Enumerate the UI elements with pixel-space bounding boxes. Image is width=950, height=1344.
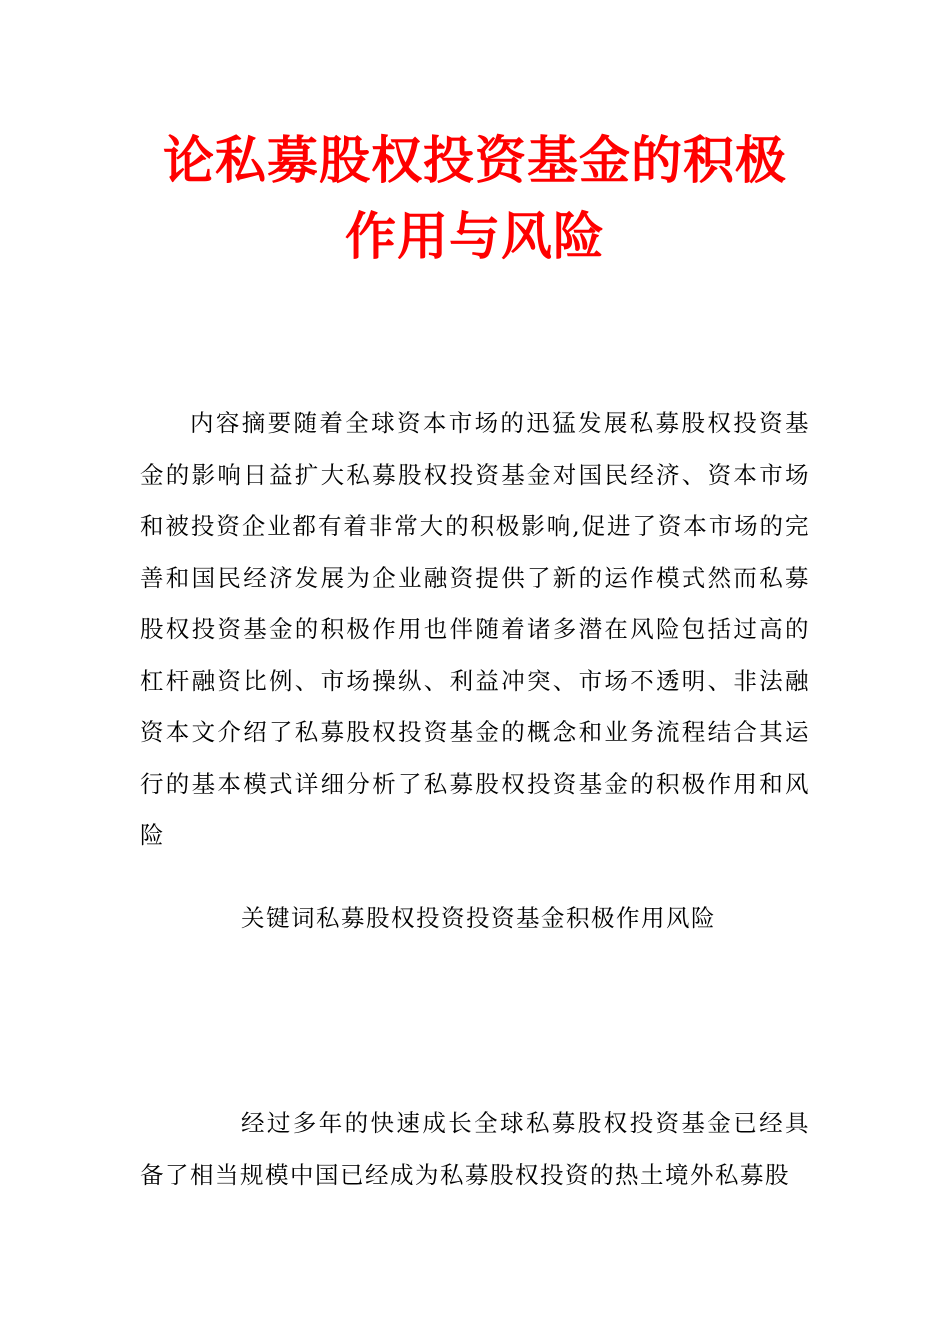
keywords-line: 关键词私募股权投资投资基金积极作用风险 [241, 904, 716, 932]
abstract-paragraph: 内容摘要随着全球资本市场的迅猛发展私募股权投资基金的影响日益扩大私募股权投资基金对国民经济、资本市场和被投资企业都有着非常大的积极影响,促进了资本市场的完善和国民经济发展为企业融资提供了新的运作模式然而私募股权投资基金的积极作用也伴随着诸多潜在风险包括过高的杠杆融资比例、市场操纵、利益冲突、市场不透明、非法融资本文介绍了私募股权投资基金的概念和业务流程结合其运行的基本模式详细分析了私募股权投资基金的积极作用和风险 [140, 409, 810, 849]
document-title: 论私募股权投资基金的积极作用与风险 [162, 132, 787, 267]
body-paragraph: 经过多年的快速成长全球私募股权投资基金已经具备了相当规模中国已经成为私募股权投资的热土境外私募股 [140, 1109, 810, 1189]
